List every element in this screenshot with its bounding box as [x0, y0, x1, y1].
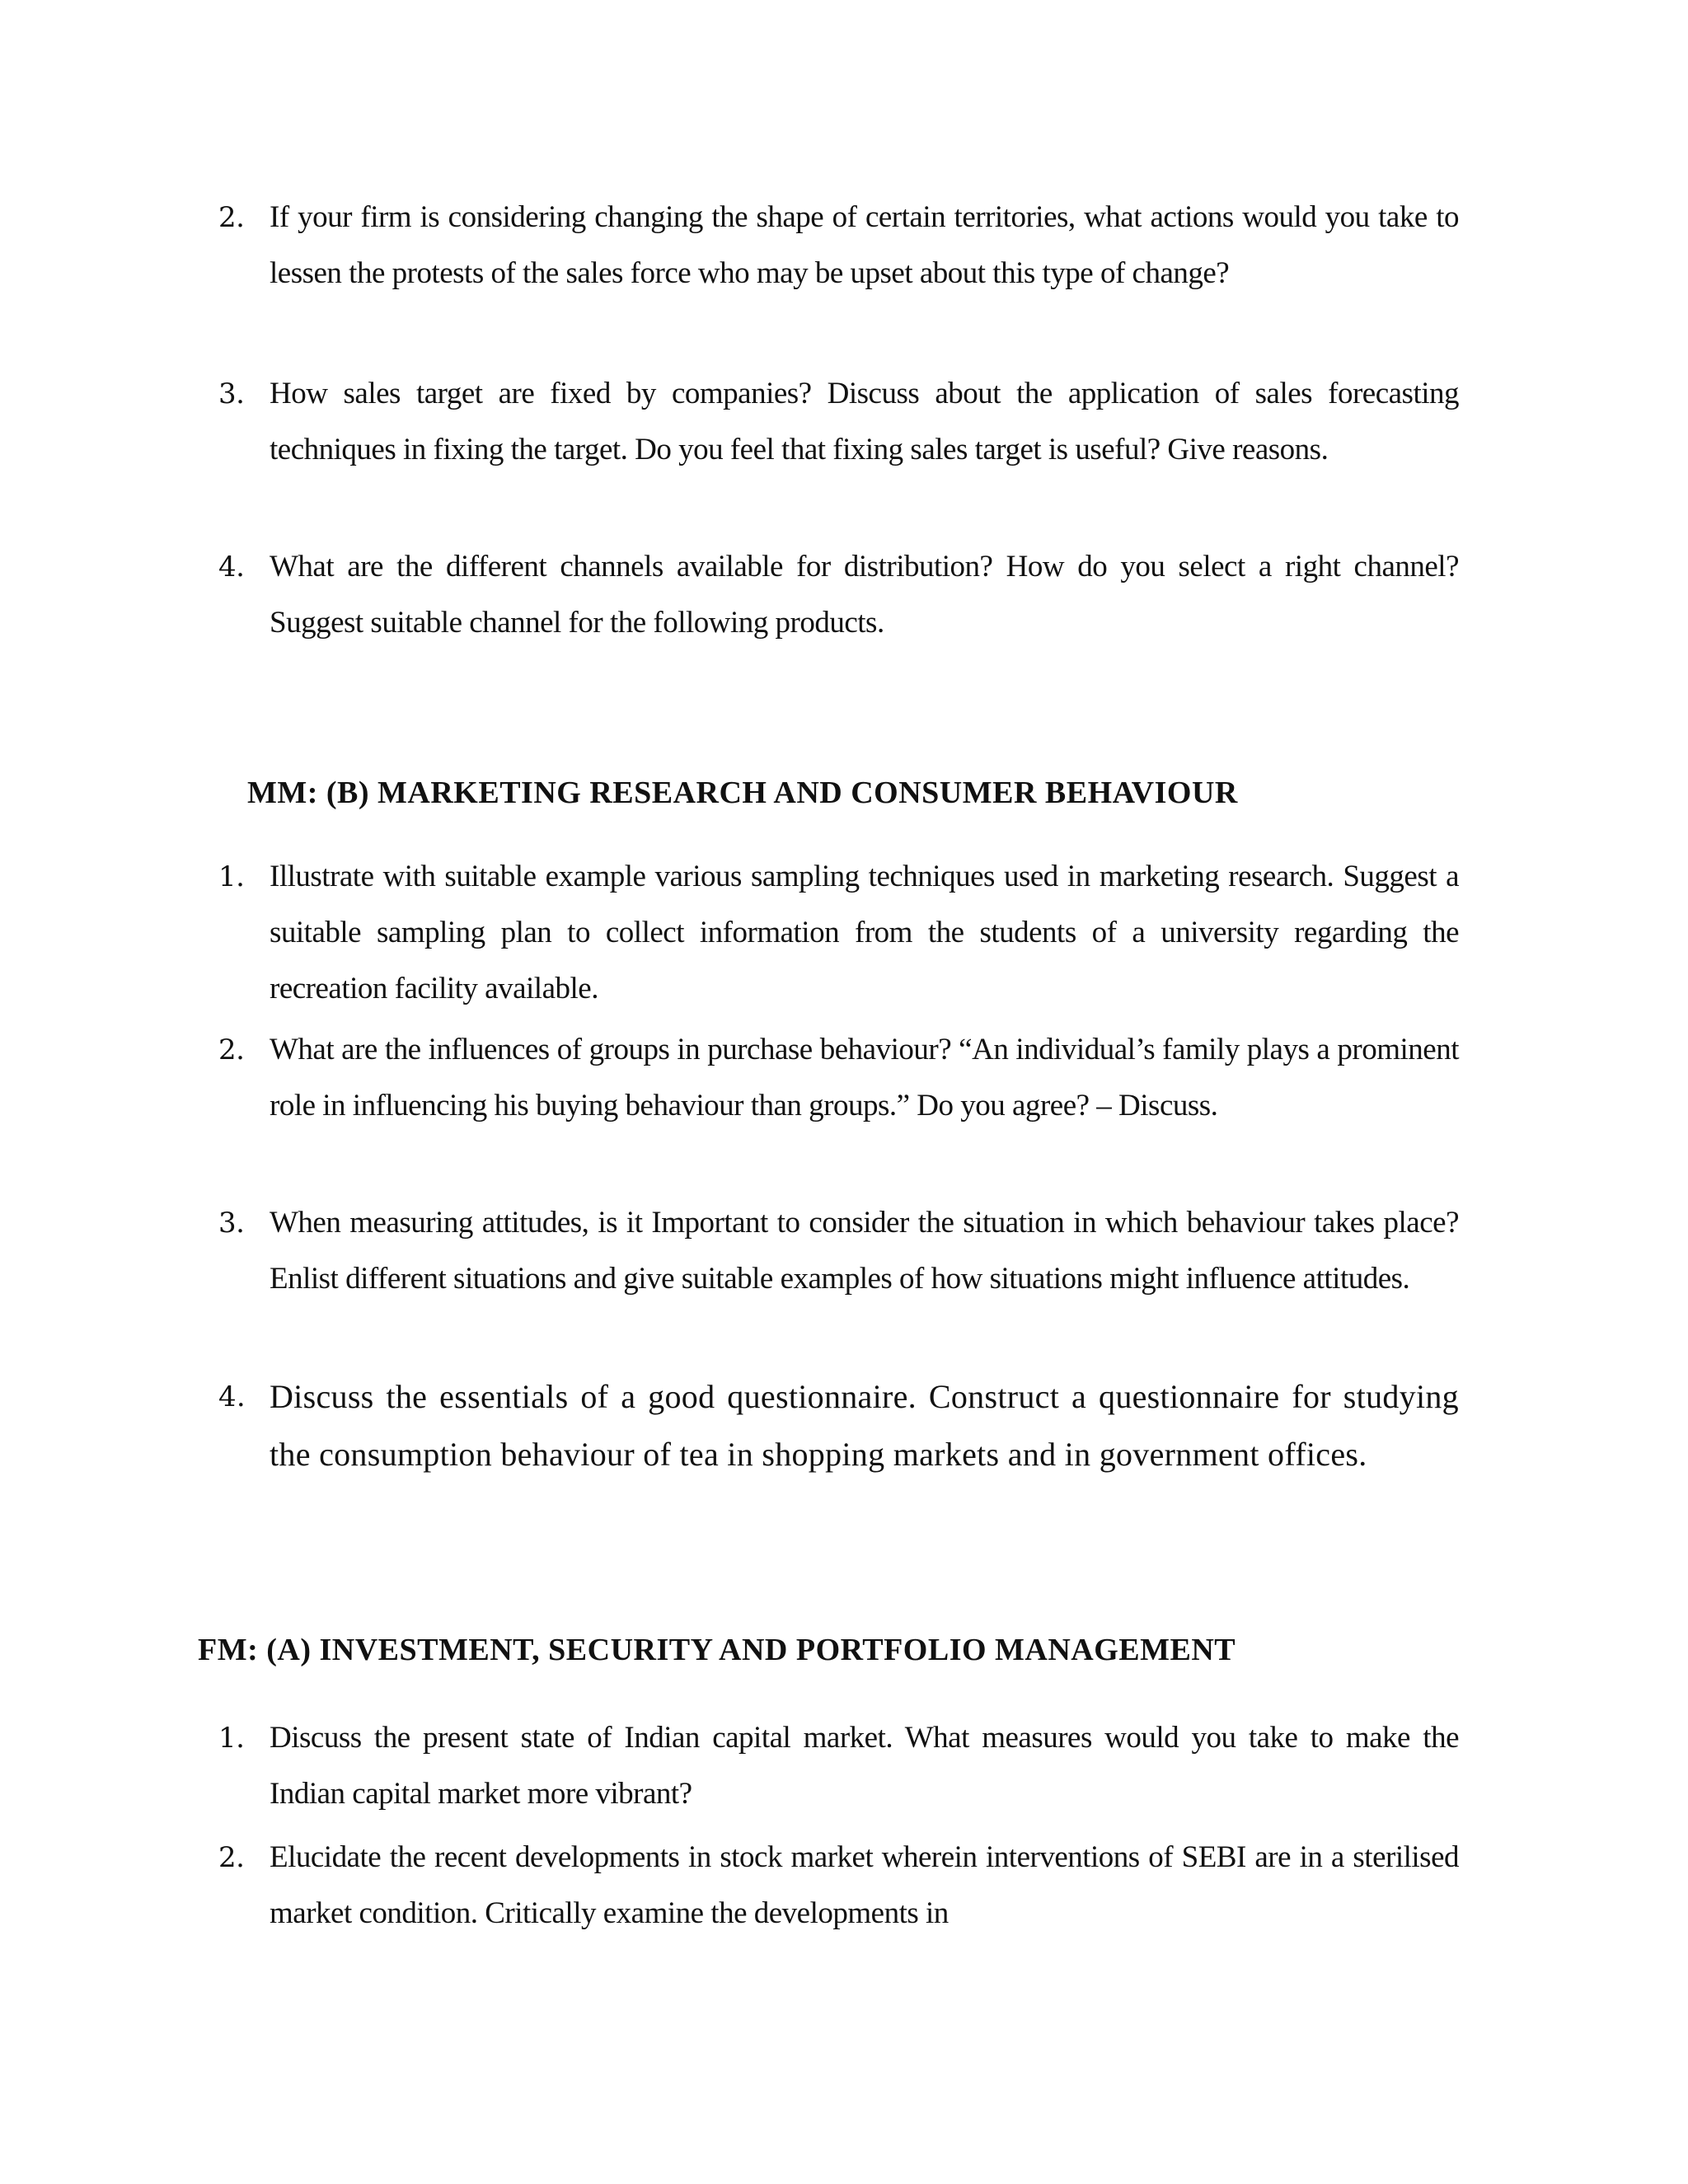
question-number: 1.: [218, 860, 245, 893]
question-text: Elucidate the recent developments in stock market wherein interventions of SEBI are in a sterilised market condition. Critically examine the developments in: [270, 1840, 1459, 1930]
question-text: Discuss the present state of Indian capital market. What measures would you take to make the Indian capital market more vibrant?: [270, 1721, 1459, 1811]
question-text: When measuring attitudes, is it Important to consider the situation in which behaviour takes place? Enlist different situations and give suitable examples of how situations might influence attitudes.: [270, 1206, 1459, 1296]
section-heading: FM: (A) INVESTMENT, SECURITY AND PORTFOLIO MANAGEMENT: [198, 1633, 1236, 1667]
question-number: 2.: [218, 1841, 245, 1874]
question-number: 3.: [218, 377, 245, 410]
question-item: [218, 1368, 1459, 1483]
question-text: Discuss the essentials of a good questionnaire. Construct a questionnaire for studying the consumption behaviour of tea in shopping markets and in government offices.: [270, 1378, 1459, 1473]
question-number: 4.: [218, 1380, 246, 1413]
question-item: [218, 539, 1459, 651]
question-text: Illustrate with suitable example various sampling techniques used in marketing research. Suggest a suitable sampling plan to collect information from the students of a university regarding the recreation facility available.: [270, 860, 1459, 1005]
question-item: [218, 366, 1459, 478]
question-item: [218, 1710, 1459, 1822]
question-item: [218, 190, 1459, 302]
question-item: [218, 1830, 1459, 1942]
question-text: What are the influences of groups in purchase behaviour? “An individual’s family plays a prominent role in influencing his buying behaviour than groups.” Do you agree? – Discuss.: [270, 1033, 1459, 1122]
question-number: 4.: [218, 551, 245, 583]
question-number: 2.: [218, 1033, 245, 1066]
question-text: How sales target are fixed by companies? Discuss about the application of sales forecasting techniques in fixing the target. Do you feel that fixing sales target is useful? Give reasons.: [270, 377, 1459, 466]
question-number: 3.: [218, 1207, 245, 1240]
question-number: 1.: [218, 1722, 245, 1755]
question-item: [218, 1195, 1459, 1307]
question-item: [218, 1022, 1459, 1134]
question-item: [218, 849, 1459, 1017]
question-text: If your firm is considering changing the shape of certain territories, what actions would you take to lessen the protests of the sales force who may be upset about this type of change?: [270, 200, 1459, 290]
question-text: What are the different channels available for distribution? How do you select a right channel? Suggest suitable channel for the following products.: [270, 550, 1459, 640]
section-heading: MM: (B) MARKETING RESEARCH AND CONSUMER BEHAVIOUR: [247, 776, 1238, 810]
question-number: 2.: [218, 201, 245, 234]
